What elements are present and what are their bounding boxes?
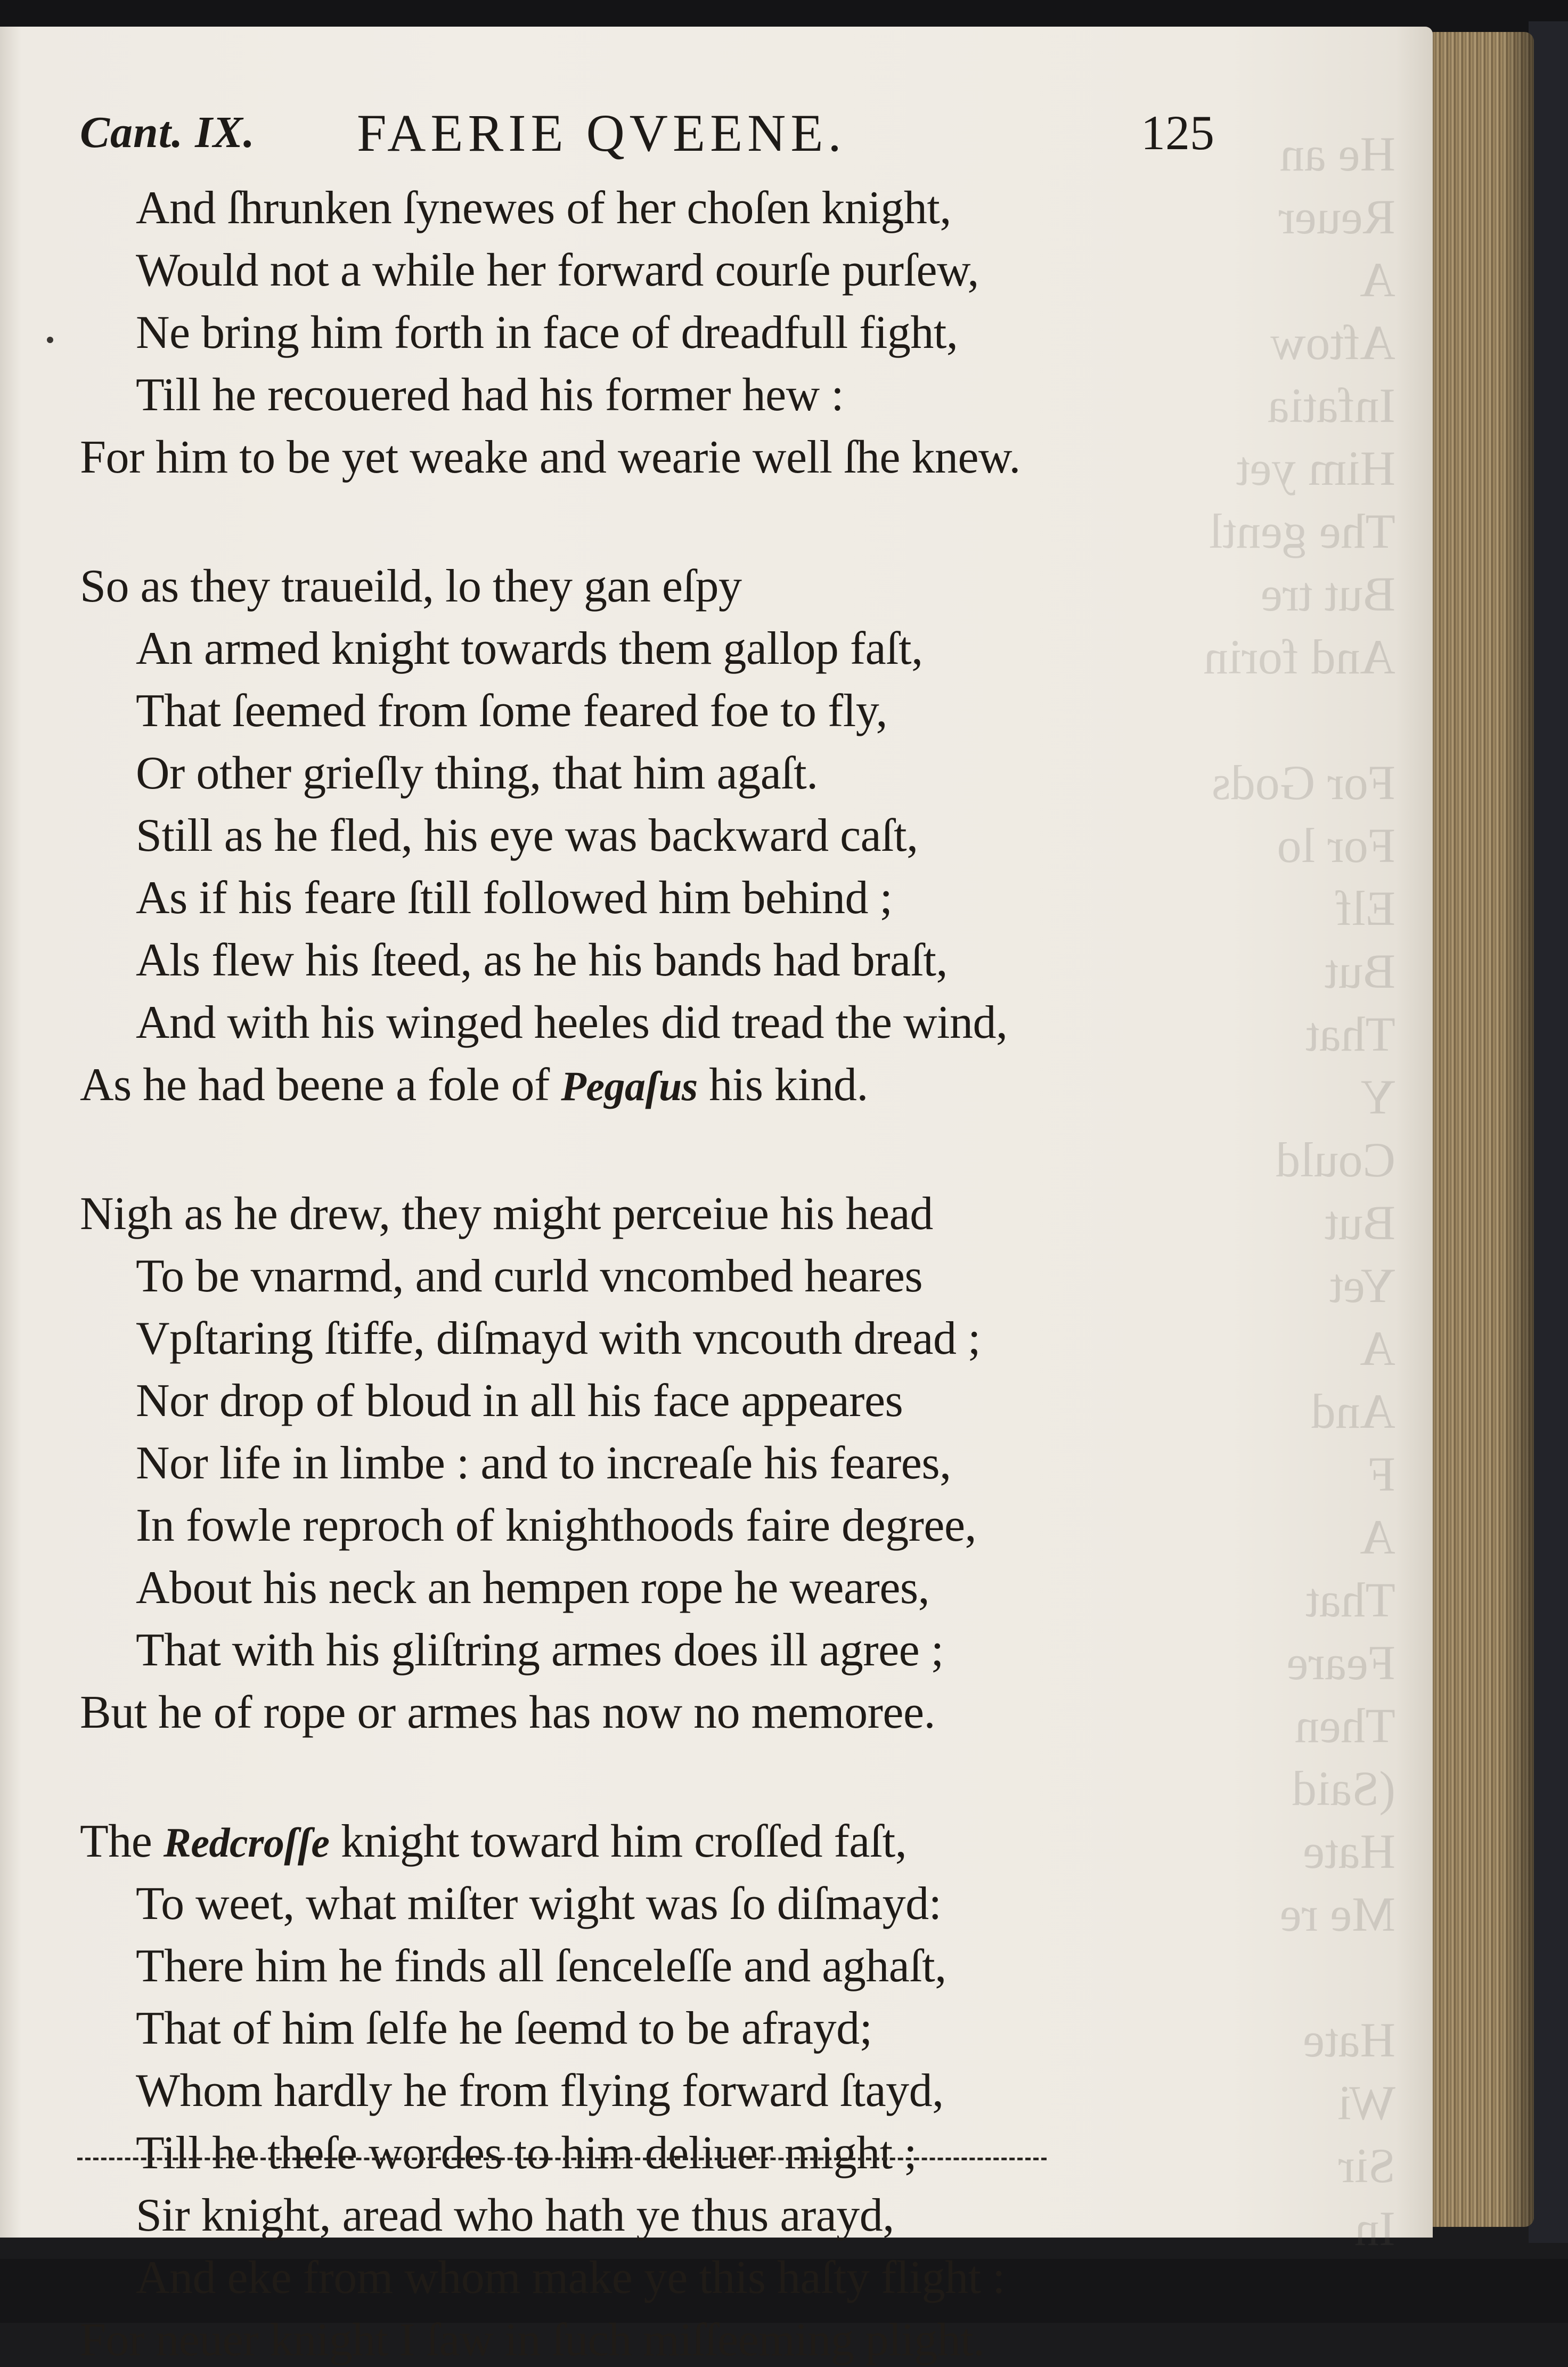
verse-line-flush: For him to be yet weake and wearie well ſhe knew. [80,432,1020,483]
verse-line: In fowle reproch of knighthoods faire degree, [136,1500,976,1551]
verse-line-flush: Nigh as he drew, they might perceiue his head [80,1188,933,1240]
verse-line: Sir knight, aread who hath ye thus arayd, [136,2190,894,2241]
verse-line: Would not a while her forward courſe purſew, [136,245,979,296]
verse-line-flush [80,1815,907,1868]
verse-line-flush: So as they traueild, lo they gan eſpy [80,560,742,612]
book-page [0,27,1433,2366]
verse-line: To weet, what miſter wight was ſo diſmayd: [136,1878,942,1930]
bottom-rule [77,2158,1047,2160]
verse-line: Whom hardly he from flying forward ſtayd, [136,2065,944,2117]
verse-line-flush: For neuer knight I ſaw in ſuch miſſeeming plight. [80,2314,985,2366]
running-head [80,103,1214,170]
verse-line: Still as he fled, his eye was backward caſt, [136,810,918,861]
italic-proper-name: Pegaſus [561,1063,698,1109]
italic-proper-name: Redcroſſe [163,1819,330,1866]
verse-line: Ne bring him forth in face of dreadfull fight, [136,307,958,359]
verse-line: Nor drop of bloud in all his face appeares [136,1375,903,1427]
verse-line: Till he recouered had his former hew : [136,369,844,421]
show-through-texture: He an Reuer A Aftow Infatia Him yet The gentl But tre And forin For Gods For lo Elf But That Y Could But Yet A And F A That Feare Then (Said Hate Me re Hate Wi Sir In [1203,127,1395,2256]
verse-line: And with his winged heeles did tread the wind, [136,997,1008,1048]
verse-line: About his neck an hempen rope he weares, [136,1562,930,1614]
page-number: 125 [1141,105,1214,160]
verse-line: An armed knight towards them gallop faſt, [136,623,923,674]
verse-text: As he had beene a fole of [80,1059,561,1111]
verse-line: There him he finds all ſenceleſſe and aghaſt, [136,1940,946,1992]
verse-line: To be vnarmd, and curld vncombed heares [136,1250,923,1302]
verse-text: knight toward him croſſed faſt, [329,1816,907,1867]
verse-text: The [80,1816,164,1867]
verse-line: That with his gliſtring armes does ill agree ; [136,1624,944,1676]
verse-text: his kind. [697,1059,868,1111]
ink-speck [47,337,53,343]
verse-line: As if his feare ſtill followed him behind ; [136,872,893,924]
verse-line: Als flew his ſteed, as he his bands had braſt, [136,934,948,986]
book-title: FAERIE QVEENE. [357,103,846,162]
book-cover-edge [1529,21,1568,2243]
verse-line: Or other grieſly thing, that him agaſt. [136,747,818,799]
verse-line: That of him ſelfe he ſeemd to be afrayd; [136,2003,872,2054]
verse-line: And ſhrunken ſynewes of her choſen knight, [136,182,951,234]
verse-line: That ſeemed from ſome feared foe to fly, [136,685,887,737]
verse-line: And eke from whom make ye this haſty flight : [136,2252,1006,2304]
verse-line: Vpſtaring ſtiffe, diſmayd with vncouth dread ; [136,1313,981,1364]
canto-label: Cant. IX. [80,108,255,157]
verse-line: Till he theſe wordes to him deliuer might ; [136,2127,917,2179]
verse-line-flush [80,1058,868,1112]
verse-line-flush: But he of rope or armes has now no memoree. [80,1687,936,1738]
verse-line: Nor life in limbe : and to increaſe his feares, [136,1437,951,1489]
